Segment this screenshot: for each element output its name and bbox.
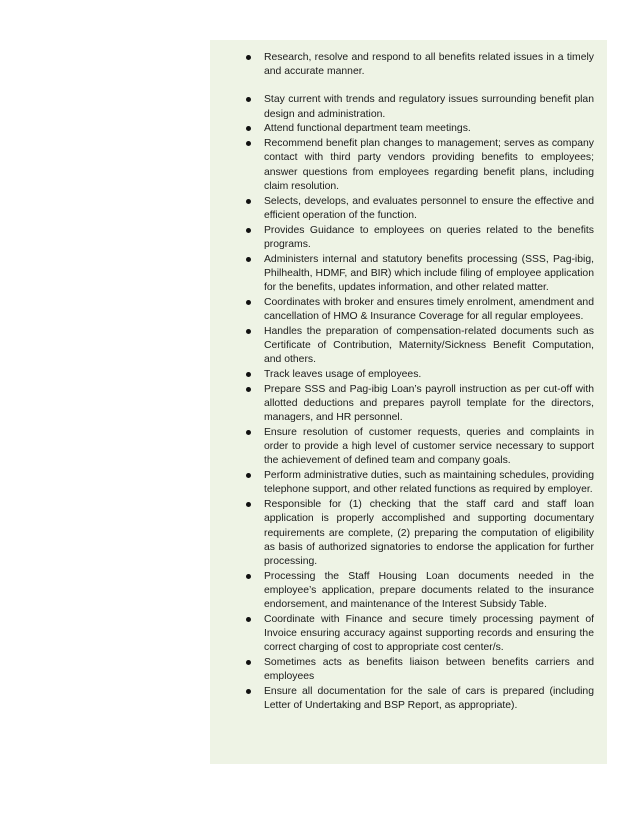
list-item-text: Responsible for (1) checking that the staff card and staff loan application is properly accomplished and supporting documentary requirements are complete, (2) preparing the computation of eligibility as basis of authorized signatories to endorse the application for further processing. bbox=[264, 499, 594, 568]
list-item-text: Stay current with trends and regulatory issues surrounding benefit plan design and administration. bbox=[264, 94, 594, 120]
bullet-icon bbox=[246, 387, 251, 392]
bullet-icon bbox=[246, 473, 251, 478]
list-item bbox=[242, 122, 594, 136]
list-item-text: Research, resolve and respond to all benefits related issues in a timely and accurate manner. bbox=[264, 52, 594, 78]
list-item-text: Provides Guidance to employees on queries related to the benefits programs. bbox=[264, 224, 594, 250]
list-item bbox=[242, 93, 594, 121]
list-item bbox=[242, 685, 594, 713]
list-item-text: Prepare SSS and Pag-ibig Loan’s payroll instruction as per cut-off with allotted deductions and prepares payroll template for the directors, managers, and HR personnel. bbox=[264, 383, 594, 424]
list-item-text: Coordinate with Finance and secure timely processing payment of Invoice ensuring accuracy against supporting records and ensuring the correct charging of cost to appropriate cost center/s. bbox=[264, 614, 594, 654]
list-item-text: Handles the preparation of compensation-related documents such as Certificate of Contribution, Maternity/Sickness Benefit Computation, and others. bbox=[264, 325, 594, 366]
list-item bbox=[242, 498, 594, 569]
list-item-text: Attend functional department team meetings. bbox=[264, 123, 471, 135]
bullet-icon bbox=[246, 574, 251, 579]
list-item bbox=[242, 51, 594, 79]
list-item bbox=[242, 137, 594, 194]
list-item bbox=[242, 613, 594, 656]
list-item-text: Ensure all documentation for the sale of cars is prepared (including Letter of Undertaking and BSP Report, as appropriate). bbox=[264, 686, 594, 712]
bullet-icon bbox=[246, 502, 251, 507]
list-item bbox=[242, 469, 594, 497]
list-item-text: Coordinates with broker and ensures timely enrolment, amendment and cancellation of HMO & Insurance Coverage for all regular employees. bbox=[264, 296, 594, 323]
list-item-text: Processing the Staff Housing Loan documents needed in the employee’s application, prepare documents related to the insurance endorsement, and maintenance of the Interest Subsidy Table. bbox=[264, 570, 594, 611]
list-item-text: Recommend benefit plan changes to management; serves as company contact with third party vendors providing benefits to employees; answer questions from employees regarding benefit plans, including claim resolution. bbox=[264, 138, 594, 192]
list-item bbox=[242, 368, 594, 382]
bullet-icon bbox=[246, 257, 251, 262]
bullet-icon bbox=[246, 372, 251, 377]
bullet-icon bbox=[246, 126, 251, 131]
list-item-text: Track leaves usage of employees. bbox=[264, 369, 422, 381]
bullet-icon bbox=[246, 660, 251, 665]
bullet-icon bbox=[246, 228, 251, 233]
bullet-icon bbox=[246, 430, 251, 435]
bullet-icon bbox=[246, 617, 251, 622]
bullet-icon bbox=[246, 141, 251, 146]
list-item-text: Ensure resolution of customer requests, queries and complaints in order to provide a high level of customer service necessary to support the achievement of defined team and company goals. bbox=[264, 427, 594, 467]
list-item bbox=[242, 253, 594, 296]
list-item-text: Administers internal and statutory benefits processing (SSS, Pag-ibig, Philhealth, HDMF, and BIR) which include filing of employee application for the benefits, updates information, and other related matter. bbox=[264, 253, 594, 294]
list-item bbox=[242, 383, 594, 426]
bullet-icon bbox=[246, 329, 251, 334]
list-item bbox=[242, 656, 594, 684]
list-item-text: Sometimes acts as benefits liaison between benefits carriers and employees bbox=[264, 657, 594, 683]
bullet-icon bbox=[246, 97, 251, 102]
bullet-icon bbox=[246, 300, 251, 305]
list-item bbox=[242, 325, 594, 368]
list-item bbox=[242, 426, 594, 469]
list-item bbox=[242, 296, 594, 324]
list-item bbox=[242, 224, 594, 252]
list-item-text: Perform administrative duties, such as maintaining schedules, providing telephone support, and other related functions as required by employer. bbox=[264, 470, 594, 496]
list-item bbox=[242, 570, 594, 613]
responsibilities-list bbox=[242, 51, 594, 714]
list-item-text: Selects, develops, and evaluates personnel to ensure the effective and efficient operation of the function. bbox=[264, 195, 594, 221]
bullet-icon bbox=[246, 689, 251, 694]
bullet-icon bbox=[246, 55, 251, 60]
bullet-icon bbox=[246, 199, 251, 204]
list-item bbox=[242, 195, 594, 223]
